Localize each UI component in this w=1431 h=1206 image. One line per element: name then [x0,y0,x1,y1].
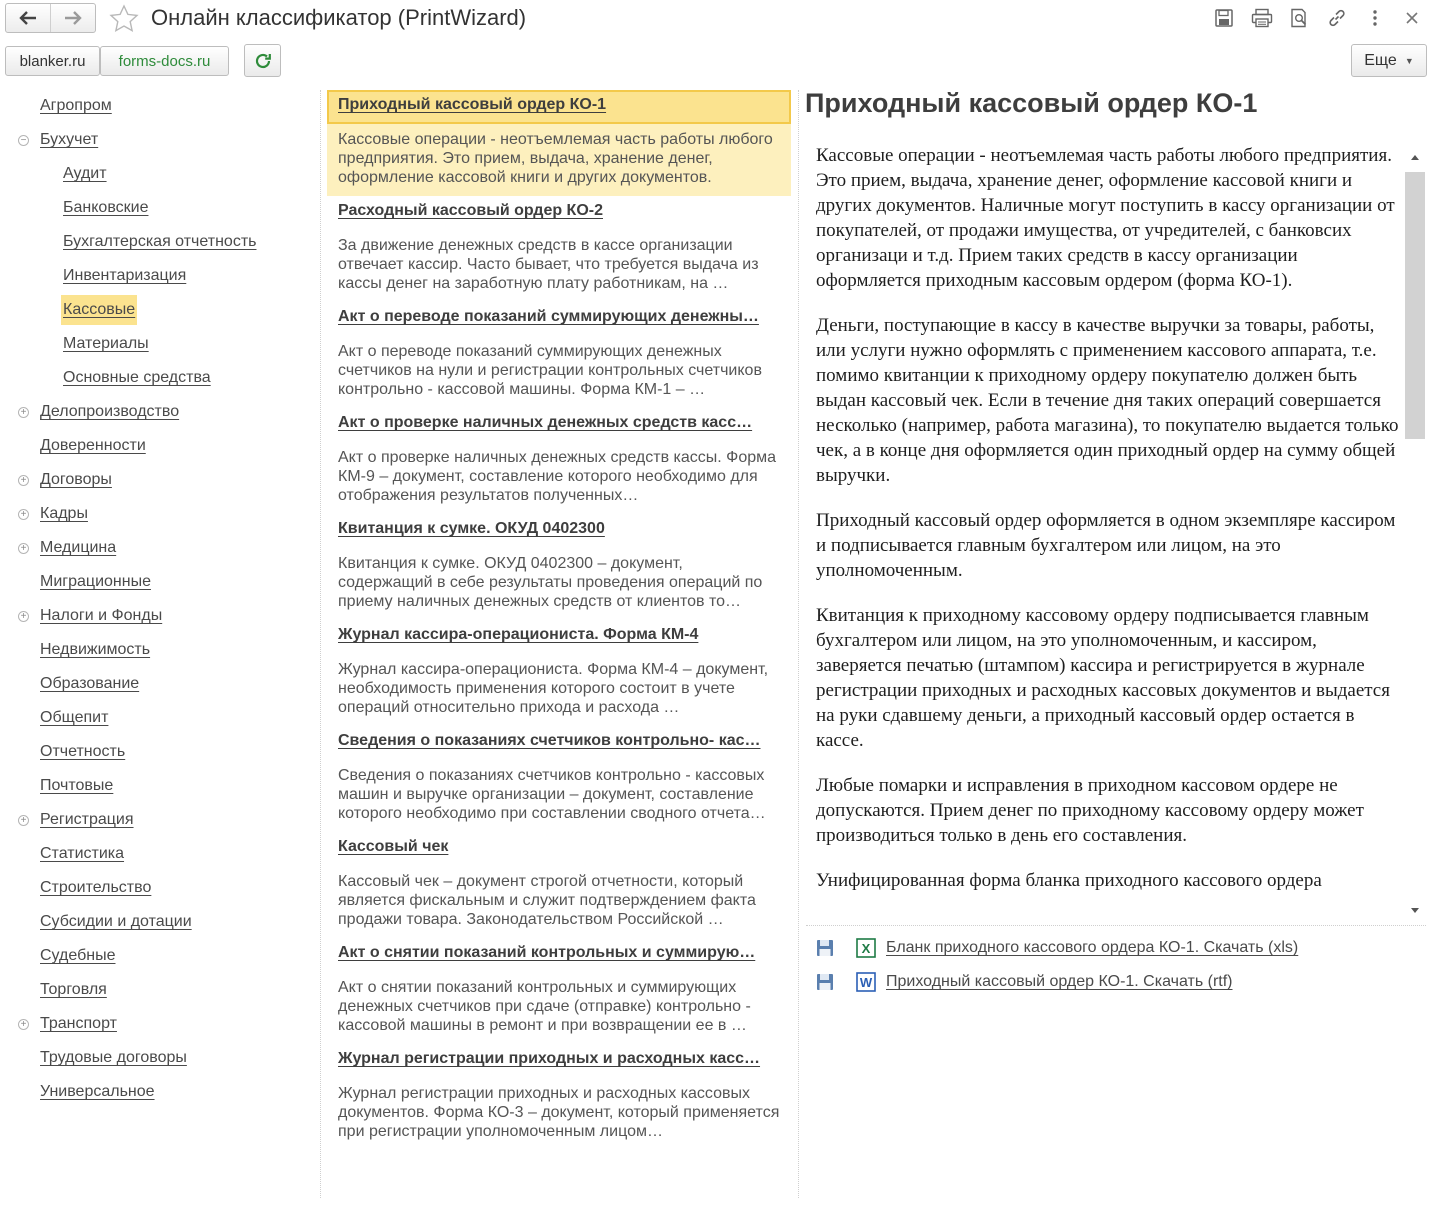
favorite-star-icon[interactable] [109,4,139,34]
svg-text:X: X [861,941,871,956]
site-button-blanker[interactable]: blanker.ru [5,46,100,76]
document-description: За движение денежных средств в кассе организации отвечает кассир. Часто бывает, что требуется выдача из кассы денег на заработную плату работникам, на … [338,237,759,292]
menu-dots-icon[interactable] [1356,4,1394,32]
save-icon[interactable] [816,973,834,991]
document-entry[interactable] [327,726,791,832]
close-icon[interactable] [1393,4,1431,32]
tree-item[interactable]: Недвижимость [40,641,151,658]
article-paragraph: Деньги, поступающие в кассу в качестве выручки за товары, работы, или услуги нужно оформлять с применением кассового аппарата, т.е. помимо квитанции к приходному ордеру покупателю должен быть выдан кассовый чек. Если в течение дня таких операций совершается несколько (например, работа магазина), то покупателю выдается только чек, а в конце дня оформляется один приходный ордер на сумму общей выручки. [816,315,1399,486]
tree-item[interactable]: Аудит [63,165,107,182]
article-body [806,143,1404,918]
forward-button[interactable] [50,4,95,32]
document-title-link[interactable]: Журнал регистрации приходных и расходных касс… [338,1050,761,1067]
document-title-link[interactable]: Расходный кассовый ордер КО-2 [338,202,603,219]
tree-item[interactable]: Субсидии и дотации [40,913,192,930]
expand-icon[interactable]: + [18,543,29,554]
refresh-icon [254,52,272,70]
document-title-link[interactable]: Акт о проверке наличных денежных средств касс… [338,414,753,431]
tree-item[interactable]: Статистика [40,845,125,862]
scroll-up-icon[interactable] [1411,155,1419,160]
tree-item[interactable]: Основные средства [63,369,211,386]
more-label: Еще [1364,51,1397,69]
document-entry[interactable] [327,514,791,620]
article-paragraph: Квитанция к приходному кассовому ордеру подписывается главным бухгалтером или лицом, на это уполномоченным, и кассиром, заверяется печатью (штампом) кассира и регистрируется в журнале регистрации приходных и расходных кассовых документов и выдается на руки сдавшему деньги, а приходный кассовый ордер остается в кассе. [816,605,1390,751]
expand-icon[interactable]: + [18,509,29,520]
print-icon[interactable] [1243,4,1281,32]
document-description: Квитанция к сумке. ОКУД 0402300 – документ, содержащий в себе результаты проведения операций по приему наличных денежных средств от клиентов то… [338,555,763,610]
download-link[interactable]: Приходный кассовый ордер КО-1. Скачать (rtf) [886,973,1233,990]
site-button-forms-docs[interactable]: forms-docs.ru [100,46,229,76]
caret-down-icon: ▼ [1404,55,1414,66]
document-description-box [338,660,780,718]
tree-item[interactable]: Бухучет [40,131,99,148]
toolbar [0,44,1431,78]
tree-item[interactable]: Кадры [40,505,88,522]
article-title: Приходный кассовый ордер КО-1 [805,88,1258,118]
document-title-link[interactable]: Квитанция к сумке. ОКУД 0402300 [338,520,605,537]
word-icon [856,972,876,992]
tree-item[interactable]: Кассовые [61,295,137,325]
title-actions [1205,4,1431,32]
download-row[interactable] [816,970,1233,994]
tree-item[interactable]: Транспорт [40,1015,117,1032]
expand-icon[interactable]: + [18,815,29,826]
document-description: Акт о проверке наличных денежных средств кассы. Форма КМ-9 – документ, составление которого необходимо для отображения результатов полученных… [338,449,777,504]
scroll-down-icon[interactable] [1411,908,1419,913]
tree-item[interactable]: Миграционные [40,573,151,590]
document-description-box [338,554,780,612]
save-icon[interactable] [816,939,834,957]
title-bar [0,0,1431,40]
document-description-box [338,342,780,400]
document-title-link[interactable]: Кассовый чек [338,838,449,855]
tree-item[interactable]: Налоги и Фонды [40,607,163,624]
document-description: Журнал кассира-операциониста. Форма КМ-4 – документ, необходимость применения которого состоит в учете операций относительно прихода и расхода … [338,661,769,716]
document-entry[interactable] [327,832,791,938]
article-scrollbar[interactable] [1405,150,1425,915]
document-description-box [338,130,780,188]
document-description: Журнал регистрации приходных и расходных кассовых документов. Форма КО-3 – документ, который применяется при регистрации уполномоченным лицом… [338,1085,780,1140]
download-row[interactable] [816,936,1298,960]
preview-icon[interactable] [1281,4,1319,32]
document-entry[interactable] [327,302,791,408]
downloads-divider [806,925,1426,926]
tree-item[interactable]: Доверенности [40,437,146,454]
download-link[interactable]: Бланк приходного кассового ордера КО-1. Скачать (xls) [886,939,1299,956]
document-title-link[interactable]: Сведения о показаниях счетчиков контрольно- кас… [338,732,761,749]
tree-item[interactable]: Трудовые договоры [40,1049,187,1066]
document-title-link[interactable]: Акт о переводе показаний суммирующих денежны… [338,308,759,325]
tree-item[interactable]: Регистрация [40,811,134,828]
expand-icon[interactable]: + [18,407,29,418]
document-description: Акт о переводе показаний суммирующих денежных счетчиков на нули и регистрации контрольных счетчиков контрольно - кассовой машины. Форма КМ-1 – … [338,343,762,398]
article-paragraph: Унифицированная форма бланка приходного кассового ордера [816,870,1322,891]
document-description-box [338,448,780,506]
save-icon[interactable] [1205,4,1243,32]
tree-item[interactable]: Универсальное [40,1083,155,1100]
document-entry[interactable] [327,196,791,302]
document-description-box [338,872,780,930]
excel-icon [856,938,876,958]
link-icon[interactable] [1318,4,1356,32]
window-title: Онлайн классификатор (PrintWizard) [151,5,527,30]
refresh-button[interactable] [244,44,281,77]
collapse-icon[interactable]: − [18,135,29,146]
svg-text:W: W [859,975,873,990]
document-description: Кассовый чек – документ строгой отчетности, который является фискальным и служит подтверждением факта продажи товара. Законодательством Российской … [338,873,756,928]
tree-item[interactable]: Бухгалтерская отчетность [63,233,257,250]
tree-item[interactable]: Материалы [63,335,149,352]
document-title-link[interactable]: Акт о снятии показаний контрольных и суммирую… [338,944,756,961]
more-menu-button[interactable] [1351,44,1427,77]
tree-item[interactable]: Торговля [40,981,107,998]
tree-item[interactable]: Договоры [40,471,112,488]
article-paragraph: Кассовые операции - неотъемлемая часть работы любого предприятия. Это прием, выдача, хранение денег, оформление кассовой книги и других документов. Наличные могут поступить в кассу организации от покупателей, от продажи имущества, от учредителей, с банковсих организаци и т.д. Прием таких средств в кассу организации оформляется приходным кассовым ордером (форма КО-1). [816,145,1395,291]
tree-item[interactable]: Инвентаризация [63,267,187,284]
arrow-right-icon [64,11,82,25]
expand-icon[interactable]: + [18,611,29,622]
document-title-link[interactable]: Приходный кассовый ордер КО-1 [327,90,791,124]
document-description-box [338,1084,780,1142]
nav-buttons [5,3,96,33]
tree-item[interactable]: Медицина [40,539,117,556]
document-title-link[interactable]: Журнал кассира-операциониста. Форма КМ-4 [338,626,699,643]
tree-item[interactable]: Строительство [40,879,152,896]
document-entry[interactable] [327,1044,791,1150]
article-paragraph: Любые помарки и исправления в приходном кассовом ордере не допускаются. Прием денег по приходному кассовому ордеру может производиться только в день его составления. [816,775,1364,846]
arrow-left-icon [19,11,37,25]
document-description: Акт о снятии показаний контрольных и суммирующих денежных счетчиков при сдаче (отправке) контрольно - кассовой машины в ремонт и при возвращении ее в … [338,979,751,1034]
document-description: Сведения о показаниях счетчиков контрольно - кассовых машин и выручке организации – документ, составление которого необходимо при составлении сводного отчета… [338,767,766,822]
tree-item[interactable]: Почтовые [40,777,114,794]
divider-left [320,90,321,1198]
back-button[interactable] [6,4,50,32]
document-description-box [338,978,780,1036]
scroll-thumb[interactable] [1405,172,1425,439]
tree-item[interactable]: Общепит [40,709,109,726]
document-description: Кассовые операции - неотъемлемая часть работы любого предприятия. Это прием, выдача, хранение денег, оформление кассовой книги и других документов. [338,131,773,186]
document-entry[interactable] [327,90,791,196]
document-entry[interactable] [327,938,791,1044]
article-paragraph: Приходный кассовый ордер оформляется в одном экземпляре кассиром и подписывается главным бухгалтером или лицом, на это уполномоченным. [816,510,1396,581]
tree-item[interactable]: Судебные [40,947,116,964]
tree-item[interactable]: Агропром [40,97,112,114]
expand-icon[interactable]: + [18,475,29,486]
tree-item[interactable]: Отчетность [40,743,126,760]
tree-item[interactable]: Делопроизводство [40,403,180,420]
tree-item[interactable]: Банковские [63,199,149,216]
document-description-box [338,236,780,294]
tree-item[interactable]: Образование [40,675,140,692]
document-description-box [338,766,780,824]
expand-icon[interactable]: + [18,1019,29,1030]
divider-right [798,90,799,1198]
document-entry[interactable] [327,408,791,514]
document-entry[interactable] [327,620,791,726]
